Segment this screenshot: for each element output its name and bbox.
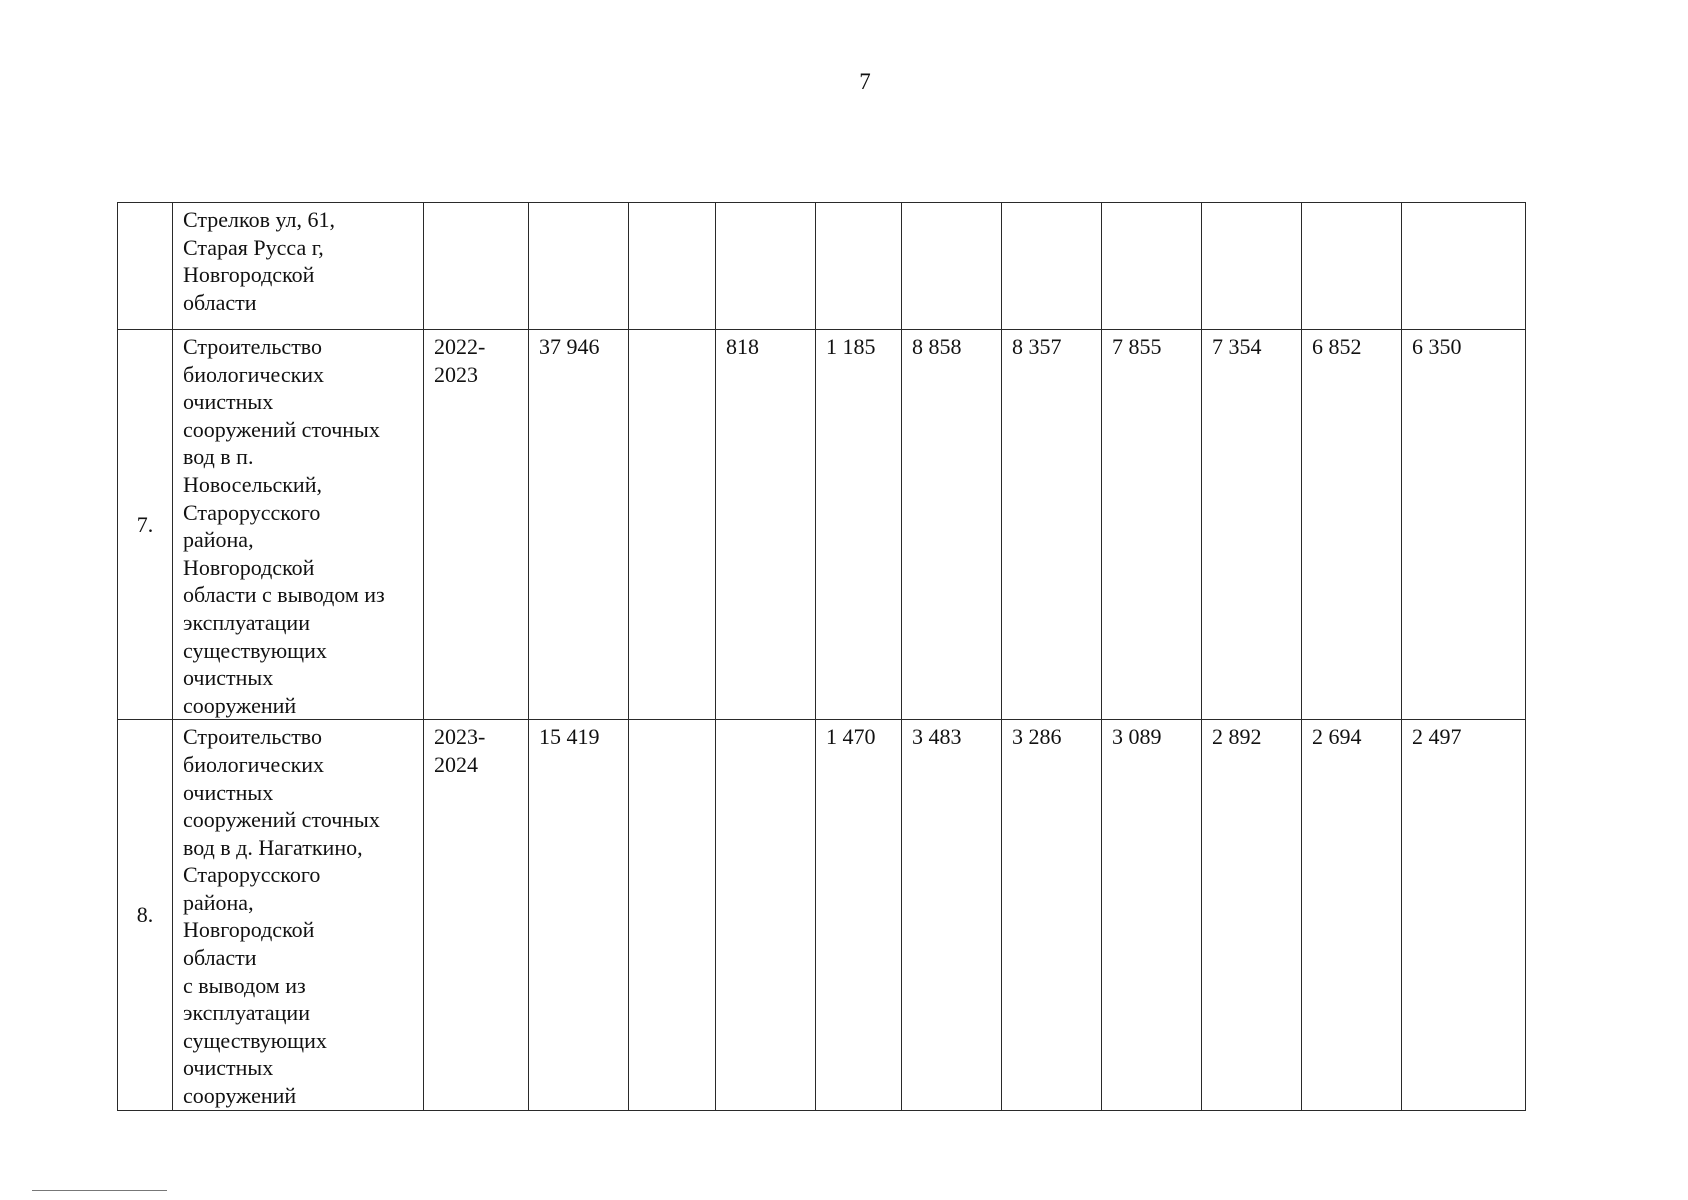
row-number: 8. <box>118 720 173 1110</box>
value-cell: 2 892 <box>1202 720 1302 1110</box>
value-cell: 3 089 <box>1102 720 1202 1110</box>
value-cell <box>1402 203 1526 330</box>
row-number <box>118 203 173 330</box>
period-cell <box>424 203 529 330</box>
object-name: Строительство биологических очистных сооружений сточных вод в д. Нагаткино, Старорусского района, Новгородской области с выводом из эксплуатации существующих очистных сооружений <box>173 720 424 1110</box>
value-cell: 8 357 <box>1002 330 1102 720</box>
value-cell <box>629 203 716 330</box>
value-cell <box>1302 203 1402 330</box>
value-cell: 3 286 <box>1002 720 1102 1110</box>
page-number: 7 <box>859 69 871 94</box>
table-row-8 <box>118 720 1526 1110</box>
value-cell: 1 185 <box>816 330 902 720</box>
value-cell: 15 419 <box>529 720 629 1110</box>
value-cell <box>1002 203 1102 330</box>
value-cell <box>1202 203 1302 330</box>
value-cell <box>1102 203 1202 330</box>
period-cell: 2023- 2024 <box>424 720 529 1110</box>
data-table <box>117 202 1526 1111</box>
value-cell <box>629 720 716 1110</box>
value-cell <box>529 203 629 330</box>
value-cell: 7 855 <box>1102 330 1202 720</box>
value-cell <box>902 203 1002 330</box>
footnote-separator <box>32 1190 167 1191</box>
period-cell: 2022- 2023 <box>424 330 529 720</box>
object-name: Строительство биологических очистных сооружений сточных вод в п. Новосельский, Старорусского района, Новгородской области с выводом из эксплуатации существующих очистных сооружений <box>173 330 424 720</box>
value-cell: 8 858 <box>902 330 1002 720</box>
table-row-continuation <box>118 203 1526 330</box>
value-cell <box>716 203 816 330</box>
value-cell: 1 470 <box>816 720 902 1110</box>
value-cell <box>629 330 716 720</box>
value-cell: 2 497 <box>1402 720 1526 1110</box>
value-cell: 3 483 <box>902 720 1002 1110</box>
value-cell: 6 350 <box>1402 330 1526 720</box>
value-cell <box>816 203 902 330</box>
value-cell: 818 <box>716 330 816 720</box>
value-cell: 37 946 <box>529 330 629 720</box>
value-cell: 2 694 <box>1302 720 1402 1110</box>
object-name: Стрелков ул, 61, Старая Русса г, Новгородской области <box>173 203 424 330</box>
value-cell <box>716 720 816 1110</box>
row-number: 7. <box>118 330 173 720</box>
value-cell: 6 852 <box>1302 330 1402 720</box>
value-cell: 7 354 <box>1202 330 1302 720</box>
table-row-7 <box>118 330 1526 720</box>
